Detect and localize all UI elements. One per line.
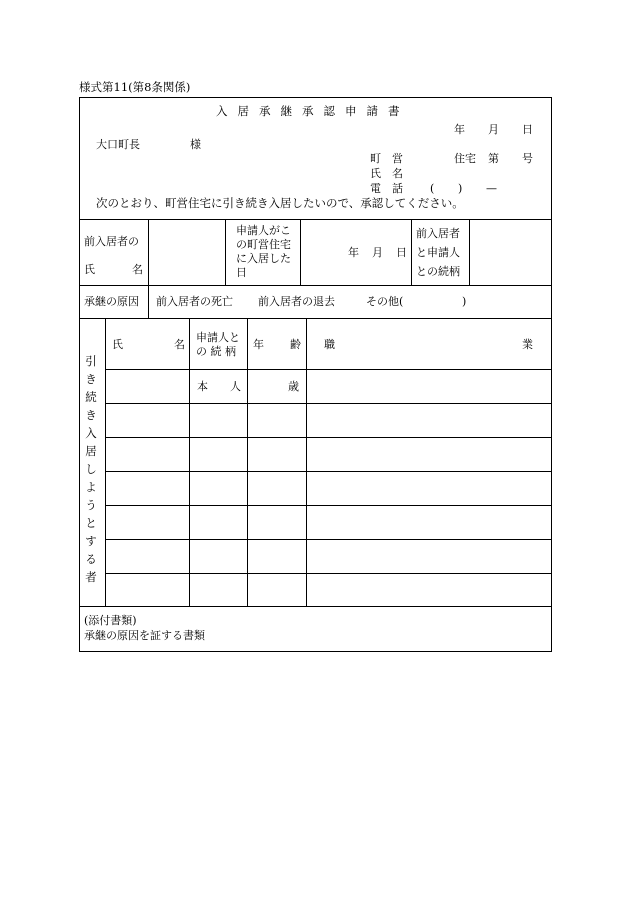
rule-row-2 <box>105 437 552 438</box>
side-label-char: る <box>85 552 97 566</box>
attachments-label: (添付書類) <box>84 614 137 627</box>
side-label-char: う <box>85 498 97 512</box>
header-relation-1: 申請人と <box>196 331 240 344</box>
addressee-name: 大口町長 <box>96 138 140 151</box>
header-job-a: 職 <box>324 338 335 351</box>
prev-resident-label: 前入居者の <box>84 235 139 248</box>
addressee-honorific: 様 <box>190 138 201 151</box>
header-job-b: 業 <box>522 338 533 351</box>
rule-row-4 <box>105 505 552 506</box>
form-frame <box>79 97 552 652</box>
first-row-relation: 本 人 <box>197 380 241 393</box>
continuing-residents-label <box>82 352 100 586</box>
succession-cause-label: 承継の原因 <box>84 295 139 308</box>
prev-resident-name-label-b: 名 <box>132 263 143 276</box>
header-name-b: 名 <box>174 338 185 351</box>
room-number-label: 第 <box>488 152 499 165</box>
header-name-a: 氏 <box>112 338 123 351</box>
phone-paren-open: ( <box>430 182 435 195</box>
move-in-day: 日 <box>396 246 407 259</box>
rule-row-5 <box>105 539 552 540</box>
header-age-b: 齢 <box>290 338 301 351</box>
rule-v-relation <box>469 219 470 285</box>
housing-suffix: 住宅 <box>454 152 476 165</box>
side-label-char: 入 <box>85 426 97 440</box>
side-label-char: 続 <box>85 390 97 404</box>
room-number-suffix: 号 <box>522 152 533 165</box>
rule-row-header <box>105 369 552 370</box>
form-title: 入居承継承認申請書 <box>216 104 410 118</box>
move-in-label-4: 日 <box>236 266 247 279</box>
side-label-char: き <box>85 408 97 422</box>
cause-other-close: ) <box>462 295 467 308</box>
phone-dash: — <box>486 182 497 195</box>
relation-label-1: 前入居者 <box>416 227 460 240</box>
side-label-char: き <box>85 372 97 386</box>
date-year: 年 <box>454 123 465 136</box>
rule-v-movein <box>300 219 301 285</box>
form-id: 様式第11(第8条関係) <box>79 80 191 94</box>
relation-label-2: と申請人 <box>416 246 460 259</box>
attachments-item: 承継の原因を証する書類 <box>84 629 205 642</box>
move-in-label-3: に入居した <box>236 252 291 265</box>
side-label-char: よ <box>85 480 97 494</box>
move-in-year: 年 <box>348 246 359 259</box>
applicant-name-label: 氏 名 <box>370 167 403 180</box>
rule-row-1 <box>105 403 552 404</box>
side-label-char: と <box>85 516 97 530</box>
rule-v-date <box>411 219 412 285</box>
move-in-label-2: の町営住宅 <box>236 238 291 251</box>
rule-residents <box>79 606 552 607</box>
rule-succession <box>79 318 552 319</box>
housing-label: 町 営 <box>370 152 403 165</box>
rule-row-3 <box>105 471 552 472</box>
prev-resident-name-label-a: 氏 <box>84 263 95 276</box>
side-label-char: 居 <box>85 444 97 458</box>
header-age-a: 年 <box>253 338 264 351</box>
rule-v-col-age <box>306 318 307 606</box>
rule-v-side <box>105 318 106 606</box>
phone-paren-close: ) <box>458 182 463 195</box>
side-label-char: す <box>85 534 97 548</box>
phone-label: 電 話 <box>370 182 403 195</box>
rule-v-name <box>225 219 226 285</box>
side-label-char: 者 <box>85 570 97 584</box>
rule-top-section <box>79 219 552 220</box>
request-text: 次のとおり、町営住宅に引き続き入居したいので、承認してください。 <box>96 196 464 210</box>
cause-death: 前入居者の死亡 <box>156 295 233 308</box>
relation-label-3: との続柄 <box>416 265 460 278</box>
side-label-char: 引 <box>85 354 97 368</box>
rule-prev-resident <box>79 285 552 286</box>
rule-row-6 <box>105 573 552 574</box>
cause-other: その他( <box>366 295 404 308</box>
rule-v-col-relation <box>247 318 248 606</box>
rule-v-label <box>148 219 149 318</box>
side-label-char: し <box>85 462 97 476</box>
date-day: 日 <box>522 123 533 136</box>
move-in-label-1: 申請人がこ <box>236 224 291 237</box>
date-month: 月 <box>488 123 499 136</box>
first-row-age-suffix: 歳 <box>288 380 299 393</box>
header-relation-2: の 続 柄 <box>196 345 236 358</box>
rule-v-col-name <box>189 318 190 606</box>
cause-moveout: 前入居者の退去 <box>258 295 335 308</box>
move-in-month: 月 <box>372 246 383 259</box>
